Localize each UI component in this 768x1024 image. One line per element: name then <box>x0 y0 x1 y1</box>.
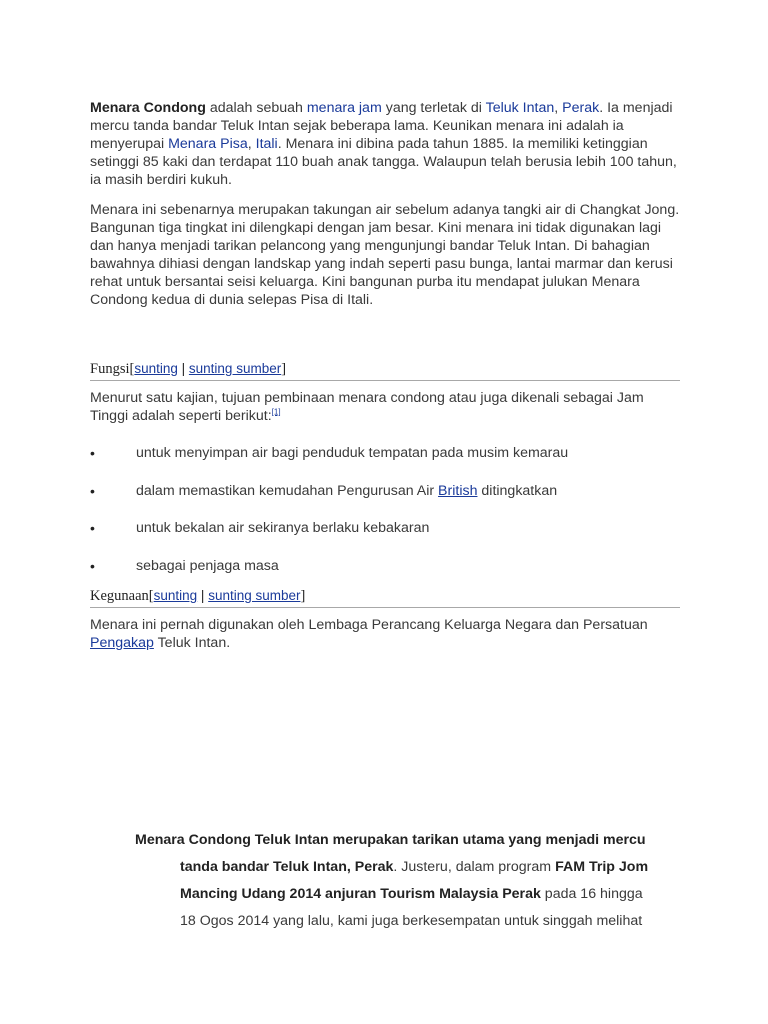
kegunaan-paragraph <box>90 616 680 652</box>
link-british[interactable]: British <box>438 482 478 499</box>
list-item-text: untuk menyimpan air bagi penduduk tempatan pada musim kemarau <box>136 445 569 461</box>
intro-paragraph-2: Menara ini sebenarnya merupakan takungan air sebelum adanya tangki air di Changkat Jong. Bangunan tiga tingkat ini dilengkapi dengan jam besar. Kini menara ini tidak digunakan lagi dan hanya menjadi tarikan pelancong yang mengunjungi bandar Teluk Intan. Di bahagian bawahnya dihiasi dengan landskap yang indah seperti pasu bunga, lantai marmar dan kerusi rehat untuk bersantai seisi keluarga. Kini bangunan purba itu mendapat julukan Menara Condong kedua di dunia selepas Pisa di Itali. <box>90 202 680 308</box>
text-run: adalah sebuah <box>205 100 307 116</box>
bullet-icon: • <box>90 482 95 499</box>
list-item <box>90 482 680 500</box>
list-item-text: untuk bekalan air sekiranya berlaku kebakaran <box>136 520 430 536</box>
link-menara-pisa[interactable]: Menara Pisa <box>168 136 248 152</box>
list-item-text: dalam memastikan kemudahan Pengurusan Air <box>136 482 439 499</box>
bullet-icon: • <box>90 520 95 536</box>
fungsi-intro <box>90 389 680 425</box>
edit-link[interactable]: sunting <box>153 588 198 603</box>
edit-link[interactable]: sunting <box>134 361 178 376</box>
bold-run: Mancing Udang 2014 anjuran Tourism Malaysia Perak <box>180 886 541 902</box>
closing-line-4 <box>135 910 695 937</box>
text-run: 18 Ogos 2014 yang lalu, kami juga berkesempatan untuk singgah melihat <box>180 913 643 929</box>
text-run: , <box>247 136 256 152</box>
bullet-icon: • <box>90 557 95 574</box>
intro-paragraph-1 <box>90 99 680 189</box>
bold-run: tanda bandar Teluk Intan, Perak <box>180 859 394 875</box>
link-perak[interactable]: Perak <box>562 100 600 116</box>
article-body <box>90 99 680 652</box>
closing-line-3 <box>135 883 695 910</box>
closing-line-1 <box>135 829 695 856</box>
separator: | <box>197 588 209 603</box>
separator: | <box>177 361 189 376</box>
edit-source-link[interactable]: sunting sumber <box>188 361 282 376</box>
section-title: Kegunaan <box>90 588 149 604</box>
bold-run: FAM Trip Jom <box>555 859 649 875</box>
text-run: Teluk Intan. <box>153 635 231 651</box>
list-item <box>90 557 680 575</box>
text-run: . Menara ini dibina pada tahun 1885. Ia memiliki ketinggian setinggi 85 kaki dan terdapat 110 buah anak tangga. Walaupun telah berusia lebih 100 tahun, ia masih berdiri kukuh. <box>90 136 677 188</box>
bullet-icon: • <box>90 445 95 461</box>
text-run: pada 16 hingga <box>540 886 643 902</box>
link-itali[interactable]: Itali <box>255 136 278 152</box>
list-item <box>90 444 680 462</box>
link-teluk-intan[interactable]: Teluk Intan <box>485 100 555 116</box>
reference-link[interactable]: [1] <box>271 407 281 417</box>
fungsi-list <box>90 444 680 575</box>
list-item-text: sebagai penjaga masa <box>136 557 279 574</box>
text-run: , <box>554 100 563 116</box>
list-item <box>90 519 680 537</box>
section-heading-fungsi <box>90 359 680 381</box>
closing-paragraph <box>135 829 695 937</box>
bracket-close: ] <box>281 361 287 377</box>
article-subject: Menara Condong <box>90 100 206 116</box>
text-run: . Ia menjadi mercu tanda bandar Teluk Intan sejak beberapa lama. Keunikan menara ini adalah ia menyerupai <box>90 100 673 152</box>
text-run: Menara ini pernah digunakan oleh Lembaga Perancang Keluarga Negara dan Persatuan <box>90 617 648 633</box>
link-menara-jam[interactable]: menara jam <box>306 100 382 116</box>
bracket-open: [ <box>148 588 154 604</box>
text-run: Menurut satu kajian, tujuan pembinaan menara condong atau juga dikenali sebagai Jam Tinggi adalah seperti berikut: <box>90 390 644 424</box>
bracket-open: [ <box>129 361 135 377</box>
bracket-close: ] <box>300 588 306 604</box>
text-run: . Justeru, dalam program <box>393 859 556 875</box>
list-item-text: ditingkatkan <box>477 482 558 499</box>
link-pengakap[interactable]: Pengakap <box>90 635 154 651</box>
text-run: yang terletak di <box>381 100 486 116</box>
edit-source-link[interactable]: sunting sumber <box>208 588 301 603</box>
section-heading-kegunaan <box>90 586 680 608</box>
closing-line-2 <box>135 856 695 883</box>
bold-run: Menara Condong Teluk Intan merupakan tarikan utama yang menjadi mercu <box>135 832 646 848</box>
section-title: Fungsi <box>90 361 130 377</box>
